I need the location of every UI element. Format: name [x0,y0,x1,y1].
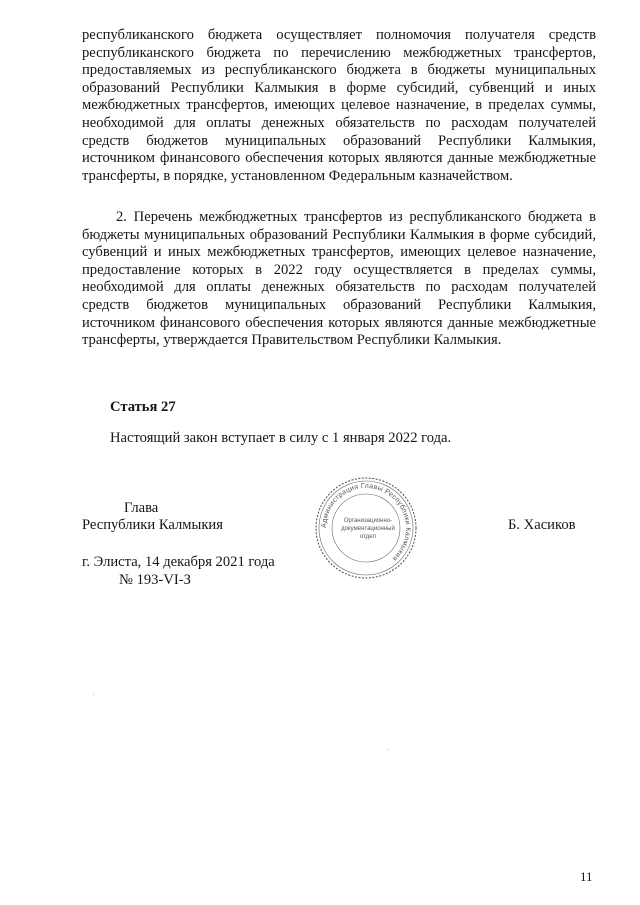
law-number: № 193-VI-З [119,572,191,588]
signatory-name: Б. Хасиков [508,517,576,533]
scan-speck [388,749,389,750]
signature-title: Глава [124,500,159,516]
article-text: Настоящий закон вступает в силу с 1 января 2022 года. [110,430,452,446]
article-heading: Статья 27 [110,399,176,415]
scan-speck [93,694,94,695]
stamp-center-text: Организационно-документационный отдел [341,518,395,540]
page-number: 11 [580,869,593,884]
place-and-date: г. Элиста, 14 декабря 2021 года [82,554,275,570]
signature-region: Республики Калмыкия [82,517,223,533]
paragraph-2: 2. Перечень межбюджетных трансфертов из республиканского бюджета в бюджеты муниципальных образований Республики Калмыкия в форме субсидий, субвенций и иных межбюджетных трансфертов, имеющих целевое назначение, предоставление которых в 2022 году осуществляется в пределах суммы, необходимой для оплаты денежных обязательств по расходам получателей средств бюджетов муниципальных образований Республики Калмыкия, источником финансового обеспечения которых являются данные межбюджетные трансферты, утверждается Правительством Республики Калмыкия. [82,209,596,349]
stamp-ring-text: Администрация Главы Республики Калмыкия [320,482,412,563]
paragraph-1: республиканского бюджета осуществляет полномочия получателя средств республиканского бюджета по перечислению межбюджетных трансфертов, предоставляемых из республиканского бюджета в бюджеты муниципальных образований Республики Калмыкия в форме субсидий, субвенций и иных межбюджетных трансфертов, имеющих целевое назначение, в пределах суммы, необходимой для оплаты денежных обязательств по расходам получателей средств бюджетов муниципальных образований Республики Калмыкия, источником финансового обеспечения которых являются данные межбюджетные трансферты, в порядке, установленном Федеральным казначейством. [82,27,596,184]
